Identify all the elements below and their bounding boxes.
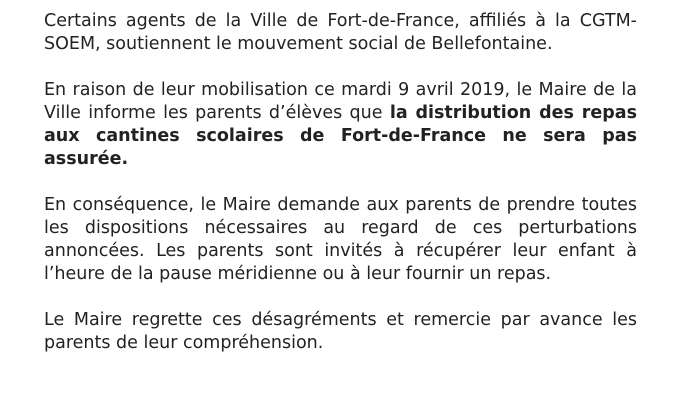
paragraph-agents-affiliation: Certains agents de la Ville de Fort-de-France, affiliés à la CGTM-SOEM, soutiennent le mouvement social de Bellefontaine. (44, 11, 637, 54)
paragraph-mobilisation (44, 79, 637, 171)
notice-document (44, 10, 637, 355)
paragraph-apology: Le Maire regrette ces désagréments et remercie par avance les parents de leur compréhension. (44, 310, 637, 353)
canteen-service-notice: la distribution des repas aux cantines scolaires de Fort-de-France ne sera pas assurée. (44, 103, 637, 169)
mobilisation-intro-text: En raison de leur mobilisation ce mardi 9 avril 2019, le Maire de la Ville informe les parents d’élèves que (44, 80, 637, 123)
paragraph-parent-instructions: En conséquence, le Maire demande aux parents de prendre toutes les dispositions nécessaires au regard de ces perturbations annoncées. Les parents sont invités à récupérer leur enfant à l’heure de la pause méridienne ou à leur fournir un repas. (44, 195, 637, 284)
